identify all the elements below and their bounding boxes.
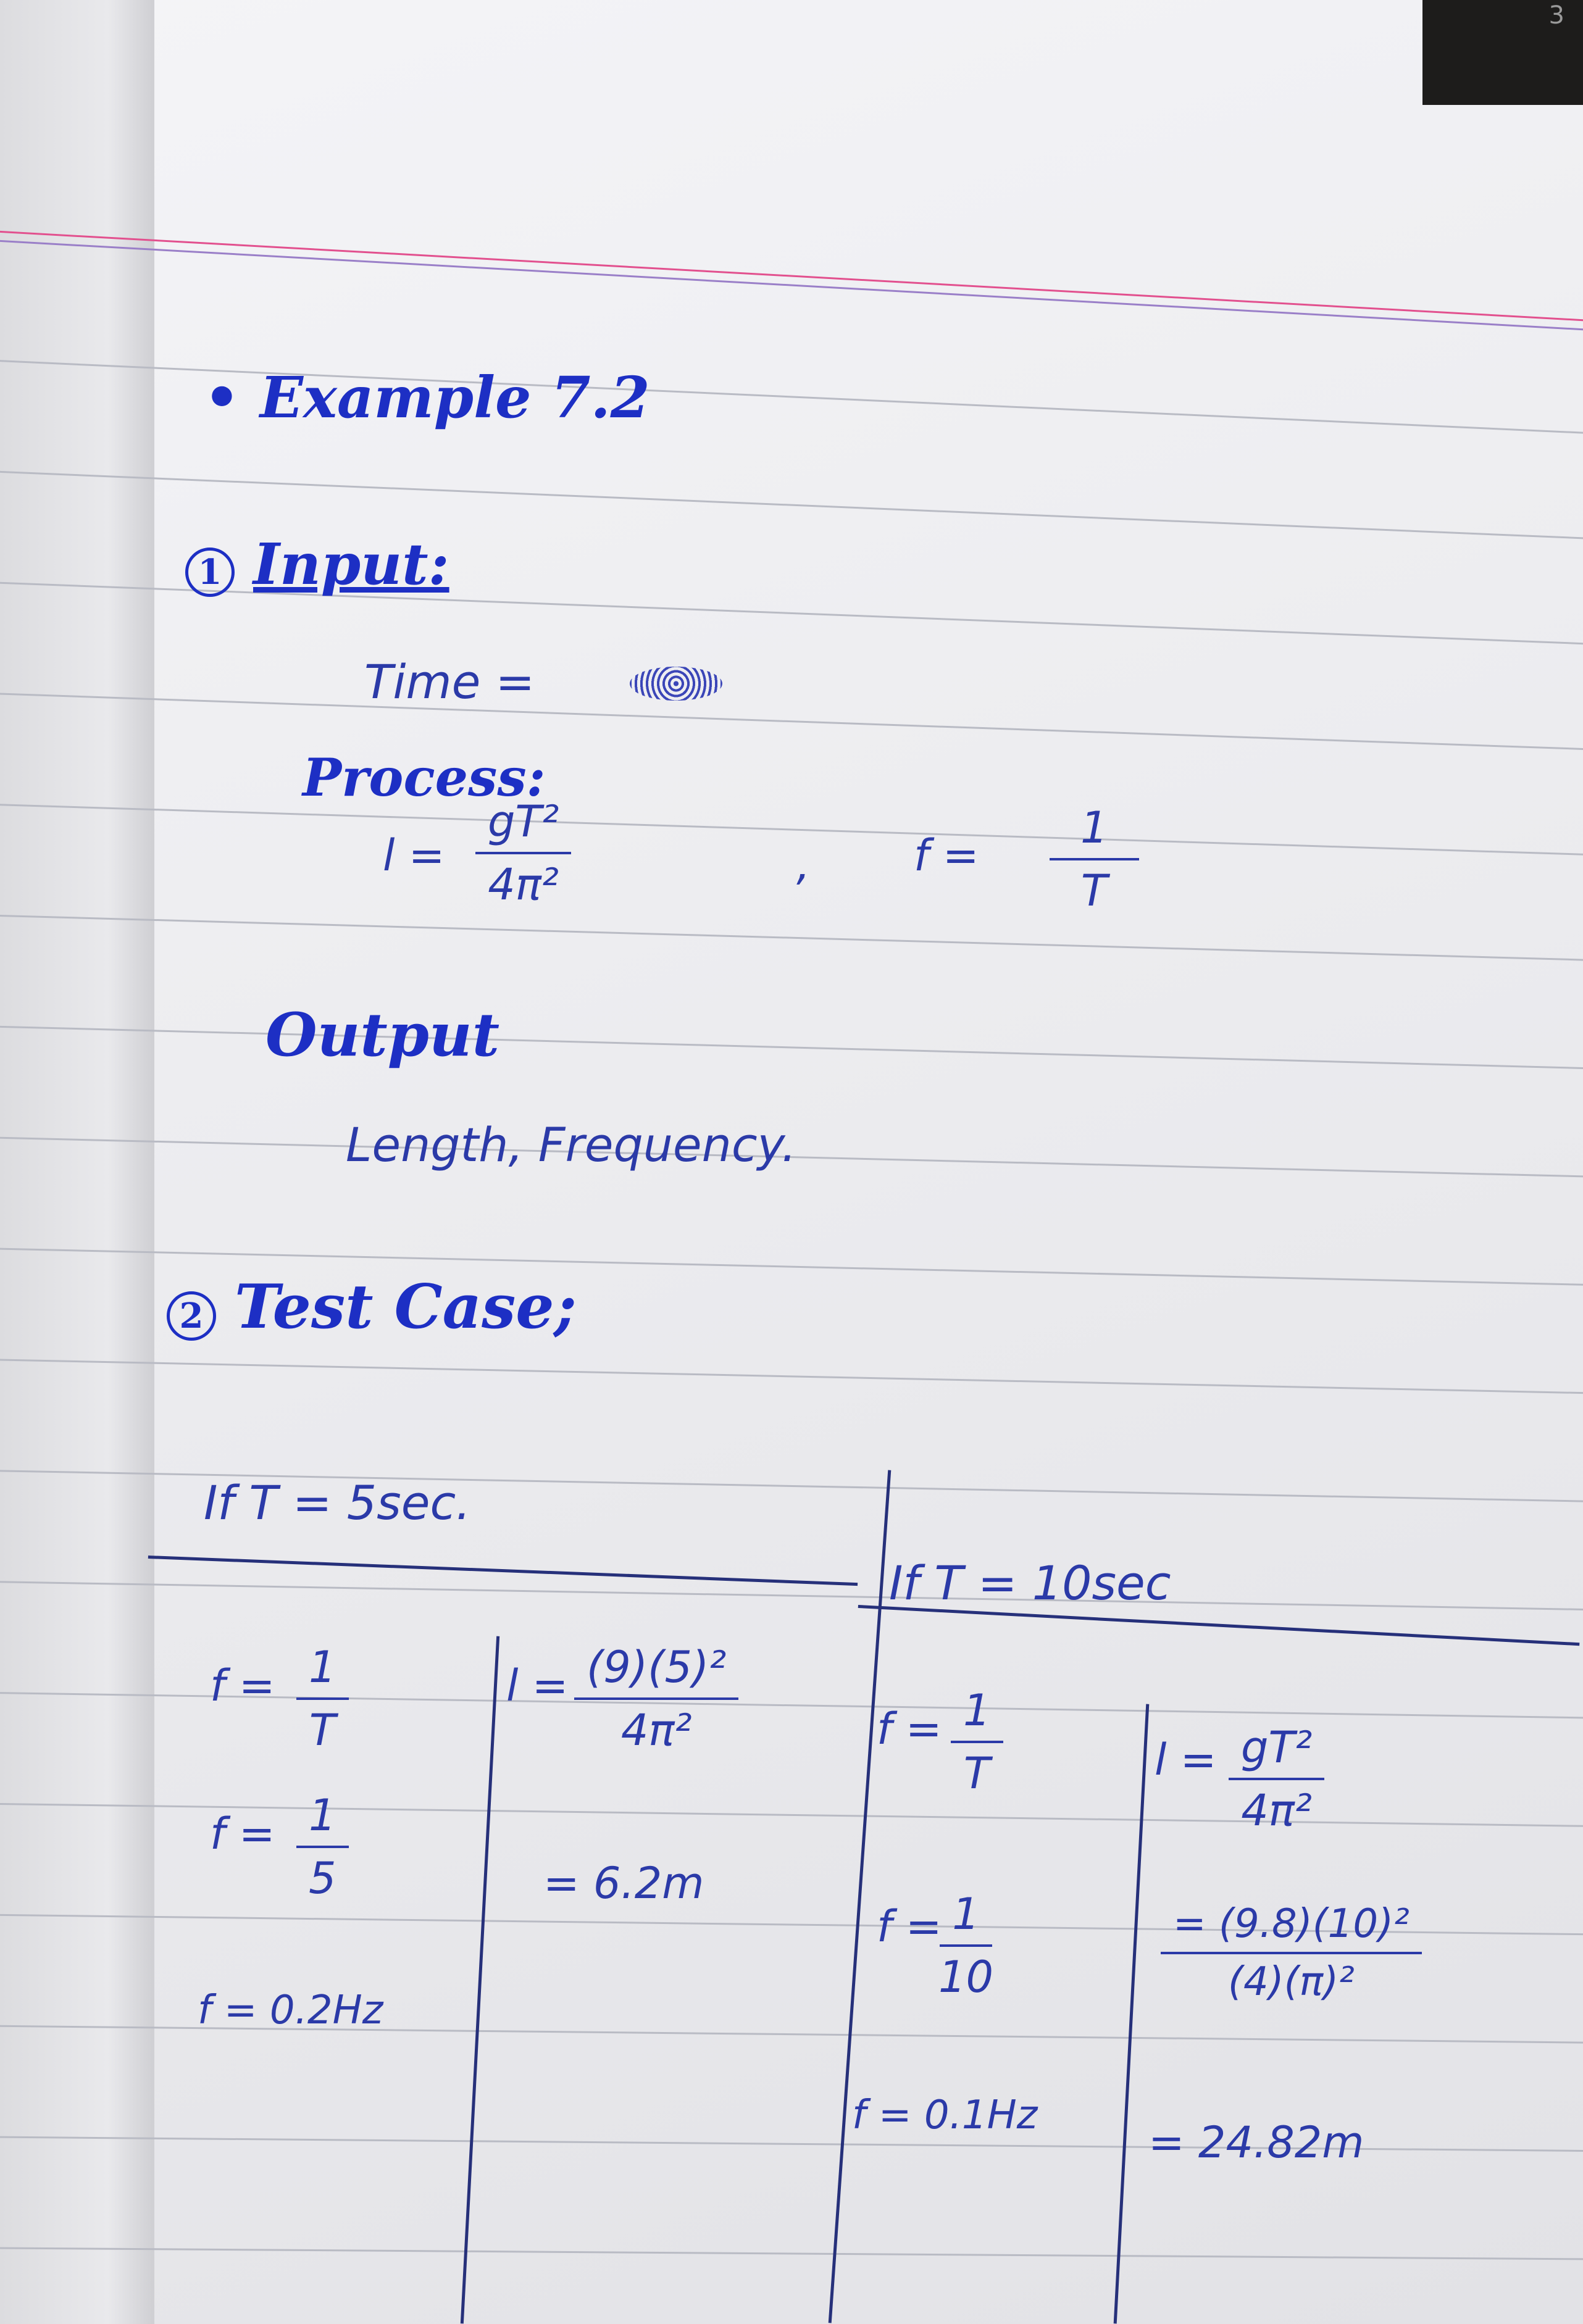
formula-length-lhs: l =: [383, 830, 445, 881]
test-case-label: Test Case;: [235, 1272, 577, 1343]
ruled-line: [0, 2247, 1583, 2262]
case-a-f2-fraction: [296, 1790, 349, 1904]
case-b-l-substituted-denominator: (4)(π)²: [1227, 1959, 1355, 2005]
case-a-l-numerator: (9)(5)²: [574, 1642, 738, 1700]
case-b-f-result: f = 0.1Hz: [852, 2093, 1038, 2138]
case-b-f1-lhs: f =: [877, 1704, 942, 1754]
section-2-number: 2: [167, 1291, 216, 1341]
example-title-text: Example 7.2: [259, 364, 650, 431]
example-title: [204, 364, 650, 431]
input-item-text: Time =: [364, 654, 535, 709]
case-a-l-result: = 6.2m: [543, 1858, 704, 1909]
case-b-l-denominator: 4π²: [1241, 1785, 1312, 1836]
case-a-l-lhs: l =: [506, 1660, 569, 1711]
input-item: [364, 654, 535, 709]
corner-page-number: 3: [1548, 1, 1564, 30]
case-a-l-denominator: 4π²: [620, 1705, 692, 1755]
case-a-f2-numerator: 1: [296, 1790, 349, 1848]
case-b-l-fraction: [1229, 1722, 1324, 1836]
ruled-line: [0, 1025, 1583, 1078]
case-a-l-fraction: [574, 1642, 738, 1755]
scribbled-out-value: [630, 667, 722, 701]
case-b-f2-denominator: 10: [938, 1952, 994, 2002]
formula-length-fraction: [475, 796, 571, 910]
process-label: Process:: [303, 747, 546, 808]
case-b-l-substituted-numerator: = (9.8)(10)²: [1161, 1901, 1422, 1954]
formula-length-numerator: gT²: [475, 796, 571, 854]
case-a-f1-fraction: [296, 1642, 349, 1755]
section-1-number: 1: [185, 548, 235, 597]
previous-page-edge: [0, 0, 154, 2324]
formula-frequency-denominator: T: [1080, 865, 1108, 916]
case-b-l-result: = 24.82m: [1148, 2117, 1364, 2168]
top-margin-line-2: [0, 238, 1583, 350]
formula-frequency-numerator: 1: [1050, 802, 1139, 860]
case-b-l-substituted-fraction: [1161, 1901, 1422, 2005]
ruled-line: [0, 802, 1583, 867]
formula-frequency-fraction: [1050, 802, 1139, 916]
case-b-header: If T = 10sec: [889, 1556, 1171, 1610]
ruled-line: [0, 691, 1583, 762]
case-a-f1-lhs: f =: [210, 1660, 275, 1711]
input-label: Input:: [253, 531, 449, 598]
case-a-header: If T = 5sec.: [204, 1475, 471, 1530]
case-a-f-result: f = 0.2Hz: [198, 1988, 383, 2033]
case-a-f1-denominator: T: [309, 1705, 336, 1755]
case-a-f2-denominator: 5: [309, 1853, 336, 1904]
formula-frequency-lhs: f =: [914, 830, 979, 881]
bullet-dot: •: [204, 364, 260, 431]
case-a-f2-lhs: f =: [210, 1809, 275, 1859]
section-2-heading: [167, 1272, 577, 1343]
case-a-f1-numerator: 1: [296, 1642, 349, 1700]
ruled-line: [0, 914, 1583, 970]
case-b-f2-lhs: f =: [877, 1901, 942, 1952]
case-b-f1-numerator: 1: [951, 1685, 1003, 1743]
case-b-f1-fraction: [951, 1685, 1003, 1799]
formula-length-denominator: 4π²: [488, 859, 559, 910]
case-b-l-lhs: l =: [1155, 1735, 1217, 1785]
case-b-l-numerator: gT²: [1229, 1722, 1324, 1780]
ruled-line: [0, 1358, 1583, 1401]
case-b-f1-denominator: T: [963, 1748, 990, 1799]
case-b-f2-numerator: 1: [940, 1889, 992, 1947]
ruled-line: [0, 1580, 1583, 1617]
output-label: Output: [265, 1000, 500, 1070]
case-b-f2-fraction: [938, 1889, 993, 2002]
output-items: Length, Frequency.: [346, 1117, 796, 1172]
section-1-heading: [185, 531, 449, 598]
formula-separator: ,: [796, 839, 811, 890]
